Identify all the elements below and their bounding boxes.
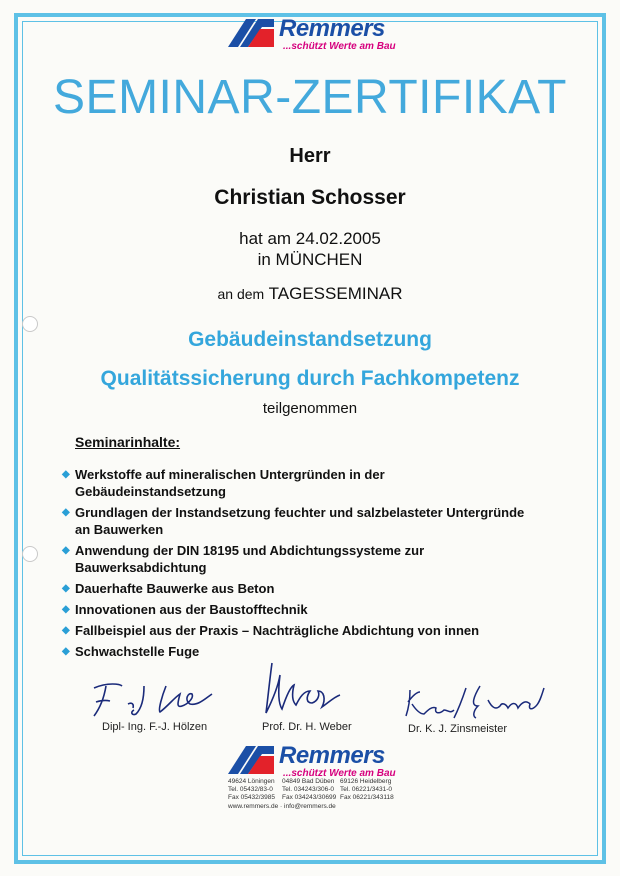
seminar-prefix: an dem — [217, 286, 265, 302]
topic-title-1: Gebäudeinstandsetzung — [188, 328, 432, 351]
remmers-logo-top — [226, 17, 396, 52]
remmers-logo-mark-icon — [226, 17, 276, 49]
signature-hoelzen — [88, 676, 218, 722]
remmers-logo-bottom — [226, 744, 396, 779]
diamond-bullet-icon: ◆ — [62, 604, 70, 615]
signature-zinsmeister — [404, 680, 554, 722]
diamond-bullet-icon: ◆ — [62, 545, 70, 556]
list-item: ◆ Werkstoffe auf mineralischen Untergründen in der Gebäudeinstandsetzung — [62, 467, 385, 499]
diamond-bullet-icon: ◆ — [62, 469, 70, 480]
certificate-title: SEMINAR-ZERTIFIKAT — [53, 71, 567, 124]
list-item: ◆ Grundlagen der Instandsetzung feuchter und salzbelasteter Untergründe an Bauwerken — [62, 505, 525, 537]
brand-name: Remmers — [279, 742, 385, 769]
signature-weber — [262, 657, 352, 719]
brand-slogan: ...schützt Werte am Bau — [283, 768, 396, 779]
list-item: ◆ Dauerhafte Bauwerke aus Beton — [62, 581, 275, 596]
diamond-bullet-icon: ◆ — [62, 507, 70, 518]
footer-address-1: 49624 Löningen Tel. 05432/83-0 Fax 05432/3985 — [228, 778, 275, 801]
signatory-3: Dr. K. J. Zinsmeister — [408, 723, 508, 735]
seminar-type-line — [0, 284, 620, 304]
brand-slogan: ...schützt Werte am Bau — [283, 41, 396, 52]
diamond-bullet-icon: ◆ — [62, 625, 70, 636]
footer-address-3: 69126 Heidelberg Tel. 06221/3431-0 Fax 06221/343118 — [340, 778, 394, 801]
list-item: ◆ Anwendung der DIN 18195 und Abdichtungssysteme zur Bauwerksabdichtung — [62, 543, 425, 575]
list-item: ◆ Fallbeispiel aus der Praxis – Nachträgliche Abdichtung von innen — [62, 623, 480, 638]
contents-heading: Seminarinhalte: — [75, 434, 181, 450]
participant-name: Christian Schosser — [214, 186, 406, 209]
signatory-1: Dipl- Ing. F.-J. Hölzen — [102, 721, 208, 733]
participated-text: teilgenommen — [262, 400, 358, 417]
brand-name: Remmers — [279, 15, 385, 42]
list-item: ◆ Innovationen aus der Baustofftechnik — [62, 602, 308, 617]
footer-address-2: 04849 Bad Düben Tel. 034243/306-0 Fax 034243/30699 — [282, 778, 337, 801]
contents-list — [62, 466, 562, 664]
punch-hole — [22, 546, 38, 562]
list-item: ◆ Schwachstelle Fuge — [62, 644, 200, 659]
place-line: in MÜNCHEN — [257, 250, 363, 269]
email-link[interactable]: info@remmers.de — [284, 803, 336, 810]
website-link[interactable]: www.remmers.de — [228, 803, 279, 810]
footer-contact: www.remmers.de · info@remmers.de — [228, 803, 336, 810]
salutation: Herr — [289, 145, 331, 167]
topic-title-2: Qualitätssicherung durch Fachkompetenz — [100, 367, 520, 390]
remmers-logo-mark-icon — [226, 744, 276, 776]
seminar-type: TAGESSEMINAR — [268, 284, 403, 303]
date-line: hat am 24.02.2005 — [239, 229, 381, 248]
diamond-bullet-icon: ◆ — [62, 583, 70, 594]
diamond-bullet-icon: ◆ — [62, 646, 70, 657]
signatory-2: Prof. Dr. H. Weber — [262, 721, 352, 733]
